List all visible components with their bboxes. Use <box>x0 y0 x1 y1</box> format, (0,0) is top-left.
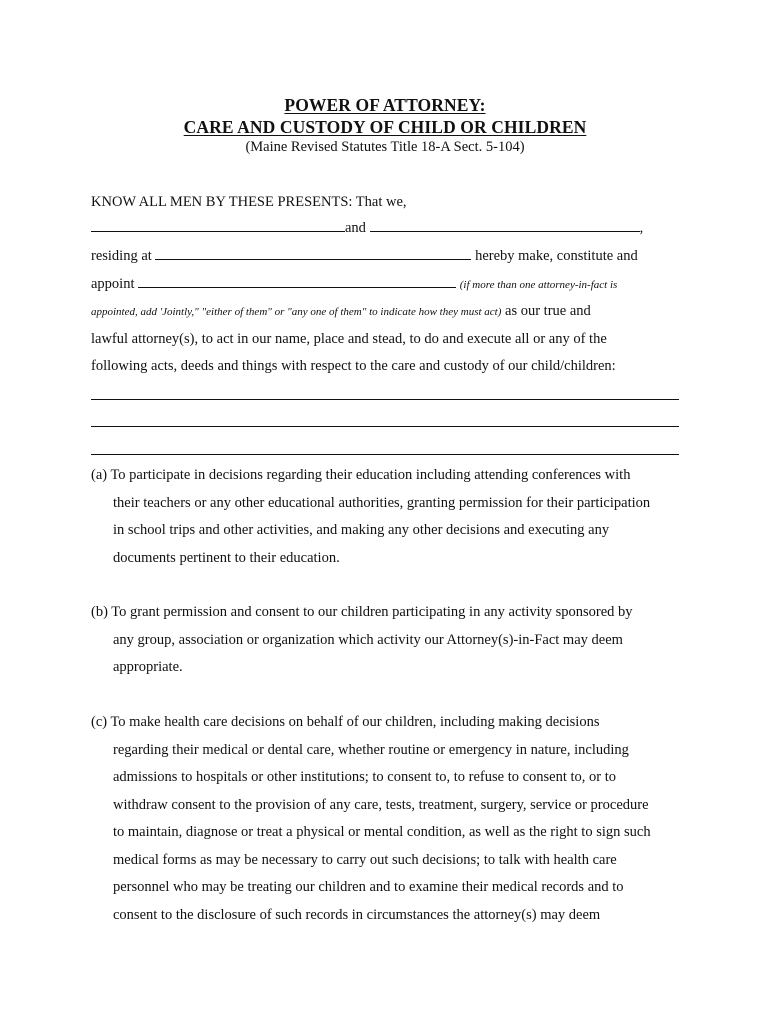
paragraph-b-line: any group, association or organization which activity our Attorney(s)-in-Fact may deem <box>113 631 623 648</box>
following-line: following acts, deeds and things with respect to the care and custody of our child/children: <box>91 358 616 374</box>
document-subtitle: (Maine Revised Statutes Title 18-A Sect. 5-104) <box>245 139 525 155</box>
acts-blank-1[interactable] <box>91 399 679 400</box>
paragraph-b-line: appropriate. <box>113 659 183 675</box>
appointed-note-line <box>91 302 591 321</box>
paragraph-c-line: (c) To make health care decisions on behalf of our children, including making decisions <box>91 714 600 730</box>
attorney-name-blank[interactable] <box>138 275 456 288</box>
residing-line <box>91 247 638 265</box>
document-title-line1: POWER OF ATTORNEY: <box>284 95 486 115</box>
paragraph-a-line: their teachers or any other educational authorities, granting permission for their participation <box>113 494 651 511</box>
comma: , <box>639 220 644 236</box>
lawful-line: lawful attorney(s), to act in our name, place and stead, to do and execute all or any of the <box>91 331 607 347</box>
document-title-line2: CARE AND CUSTODY OF CHILD OR CHILDREN <box>183 117 587 137</box>
acts-blank-3[interactable] <box>91 454 679 455</box>
paragraph-c <box>91 709 691 929</box>
paragraph-b-line: (b) To grant permission and consent to our children participating in any activity sponsored by <box>91 604 633 620</box>
paragraph-c-line: admissions to hospitals or other institutions; to consent to, to refuse to consent to, or to <box>113 769 617 785</box>
appoint-line <box>91 275 617 294</box>
attorney-note-part1: (if more than one attorney-in-fact is <box>459 279 618 291</box>
paragraph-c-line: personnel who may be treating our children and to examine their medical records and to <box>113 879 624 895</box>
paragraph-a-line: documents pertinent to their education. <box>113 549 340 566</box>
grantor2-name-blank[interactable] <box>370 219 640 232</box>
attorney-note-part2: appointed, add 'Jointly," "either of them" or "any one of them" to indicate how they must act) <box>91 306 502 318</box>
paragraph-c-line: to maintain, diagnose or treat a physical or mental condition, as well as the right to sign such <box>113 824 651 840</box>
acts-blank-2[interactable] <box>91 426 679 427</box>
paragraph-c-line: regarding their medical or dental care, whether routine or emergency in nature, including <box>113 741 629 758</box>
paragraph-a-line: (a) To participate in decisions regarding their education including attending conferences with <box>91 467 631 483</box>
residence-blank[interactable] <box>155 247 471 260</box>
paragraph-c-line: withdraw consent to the provision of any care, tests, treatment, surgery, service or procedure <box>113 796 649 813</box>
paragraph-c-line: medical forms as may be necessary to carry out such decisions; to talk with health care <box>113 851 617 868</box>
hereby-text: hereby make, constitute and <box>475 248 638 264</box>
paragraph-b <box>91 599 691 682</box>
names-line <box>91 219 643 237</box>
residing-label: residing at <box>91 248 152 264</box>
appoint-label: appoint <box>91 276 135 292</box>
and-word: and <box>345 220 366 236</box>
paragraph-c-line: consent to the disclosure of such records in circumstances the attorney(s) may deem <box>113 906 601 923</box>
intro-line: KNOW ALL MEN BY THESE PRESENTS: That we, <box>91 194 407 210</box>
as-true-text: as our true and <box>505 303 591 319</box>
paragraph-a <box>91 462 691 572</box>
grantor1-name-blank[interactable] <box>91 219 345 232</box>
paragraph-a-line: in school trips and other activities, and making any other decisions and executing any <box>113 522 610 538</box>
